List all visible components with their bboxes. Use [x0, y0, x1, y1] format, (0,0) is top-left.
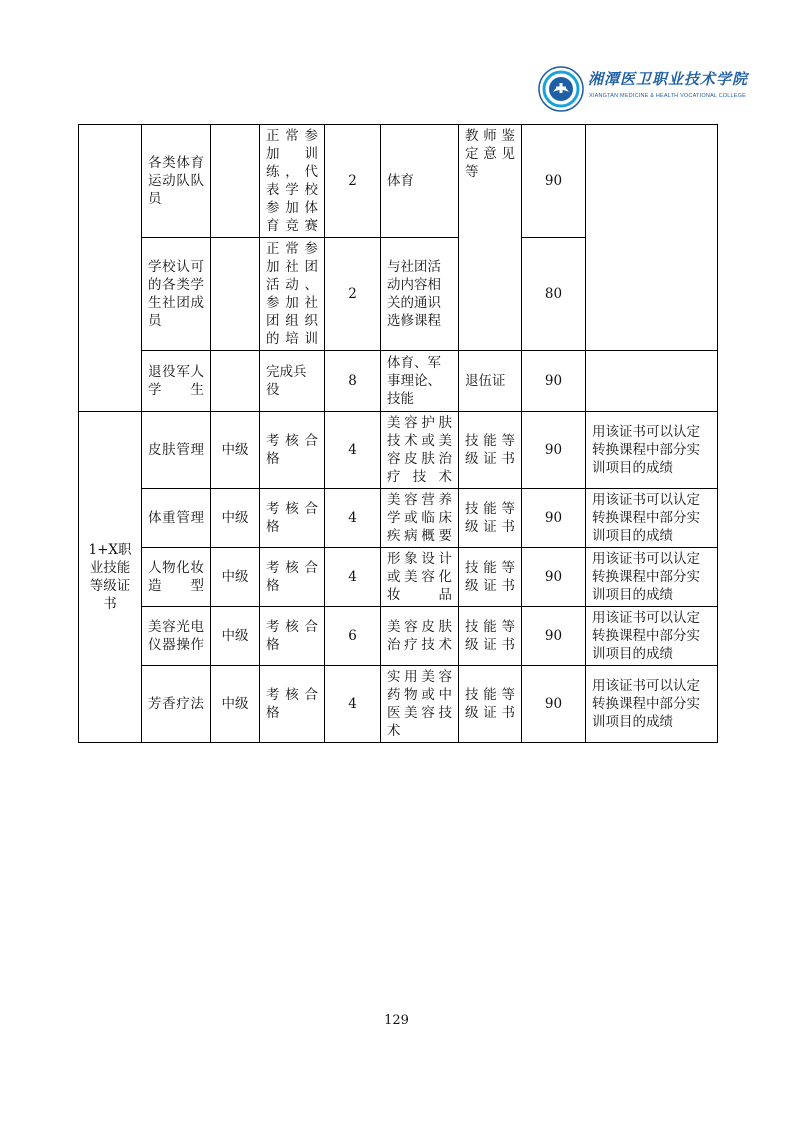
level-cell: [211, 125, 260, 238]
course-cell: 美容护肤技术或美容皮肤治疗技术: [381, 412, 459, 489]
college-emblem-icon: [538, 66, 584, 112]
level-cell: 中级: [211, 666, 260, 743]
score-cell: 80: [522, 238, 586, 351]
credits-cell: 2: [325, 125, 381, 238]
requirement-cell: 考核合格: [260, 607, 325, 666]
college-name-en: XIANGTAN MEDICINE & HEALTH VOCATIONAL COLLEGE: [589, 93, 747, 99]
level-cell: 中级: [211, 412, 260, 489]
note-cell: [586, 351, 718, 412]
table-row: [79, 548, 718, 607]
credit-conversion-table: [78, 124, 718, 743]
table-row: [79, 125, 718, 238]
score-cell: 90: [522, 351, 586, 412]
table-row: [79, 489, 718, 548]
item-cell: 美容光电仪器操作: [142, 607, 211, 666]
level-cell: [211, 238, 260, 351]
requirement-cell: 考核合格: [260, 548, 325, 607]
course-cell: 体育、军事理论、技能: [381, 351, 459, 412]
table-row: [79, 351, 718, 412]
group-label-cell: 1+X职业技能等级证书: [79, 412, 142, 743]
credits-cell: 2: [325, 238, 381, 351]
evidence-cell: [459, 125, 522, 351]
note-cell: [586, 125, 718, 351]
evidence-cell: 技能等级证书: [459, 489, 522, 548]
item-cell: 芳香疗法: [142, 666, 211, 743]
table-row: [79, 412, 718, 489]
score-cell: 90: [522, 125, 586, 238]
score-cell: 90: [522, 548, 586, 607]
credits-cell: 6: [325, 607, 381, 666]
evidence-cell: 技能等级证书: [459, 412, 522, 489]
requirement-cell: 考核合格: [260, 412, 325, 489]
requirement-cell: 正常参加社团活动、参加社团组织的培训: [260, 238, 325, 351]
note-cell: 用该证书可以认定转换课程中部分实训项目的成绩: [586, 489, 718, 548]
group-cell-blank: [79, 125, 142, 412]
credits-cell: 4: [325, 412, 381, 489]
note-cell: 用该证书可以认定转换课程中部分实训项目的成绩: [586, 412, 718, 489]
college-name-cn: 湘潭医卫职业技术学院: [588, 70, 749, 88]
credits-cell: 8: [325, 351, 381, 412]
item-cell: 退役军人学生: [142, 351, 211, 412]
level-cell: 中级: [211, 548, 260, 607]
score-cell: 90: [522, 489, 586, 548]
credits-cell: 4: [325, 666, 381, 743]
course-cell: 实用美容药物或中医美容技术: [381, 666, 459, 743]
level-cell: [211, 351, 260, 412]
note-cell: 用该证书可以认定转换课程中部分实训项目的成绩: [586, 548, 718, 607]
course-cell: 美容皮肤治疗技术: [381, 607, 459, 666]
score-cell: 90: [522, 607, 586, 666]
evidence-text: 教师鉴定意见等: [465, 128, 515, 180]
score-cell: 90: [522, 666, 586, 743]
evidence-cell: 技能等级证书: [459, 607, 522, 666]
table-row: [79, 666, 718, 743]
note-cell: 用该证书可以认定转换课程中部分实训项目的成绩: [586, 607, 718, 666]
score-cell: 90: [522, 412, 586, 489]
credits-cell: 4: [325, 548, 381, 607]
course-cell: 形象设计或美容化妆品: [381, 548, 459, 607]
item-cell: 体重管理: [142, 489, 211, 548]
course-cell: 美容营养学或临床疾病概要: [381, 489, 459, 548]
item-cell: 人物化妆造型: [142, 548, 211, 607]
note-cell: 用该证书可以认定转换课程中部分实训项目的成绩: [586, 666, 718, 743]
requirement-cell: 考核合格: [260, 666, 325, 743]
table-row: [79, 607, 718, 666]
requirement-cell: 考核合格: [260, 489, 325, 548]
evidence-cell: 技能等级证书: [459, 548, 522, 607]
credits-cell: 4: [325, 489, 381, 548]
evidence-cell: 退伍证: [459, 351, 522, 412]
college-logo: [538, 66, 749, 114]
item-cell: 皮肤管理: [142, 412, 211, 489]
level-cell: 中级: [211, 607, 260, 666]
item-cell: 学校认可的各类学生社团成员: [142, 238, 211, 351]
course-cell: 体育: [381, 125, 459, 238]
page-number: 129: [384, 1013, 409, 1028]
course-cell: 与社团活动内容相关的通识选修课程: [381, 238, 459, 351]
level-cell: 中级: [211, 489, 260, 548]
requirement-cell: 正常参加训练，代表学校参加体育竞赛: [260, 125, 325, 238]
evidence-cell: 技能等级证书: [459, 666, 522, 743]
item-cell: 各类体育运动队队员: [142, 125, 211, 238]
requirement-cell: 完成兵役: [260, 351, 325, 412]
